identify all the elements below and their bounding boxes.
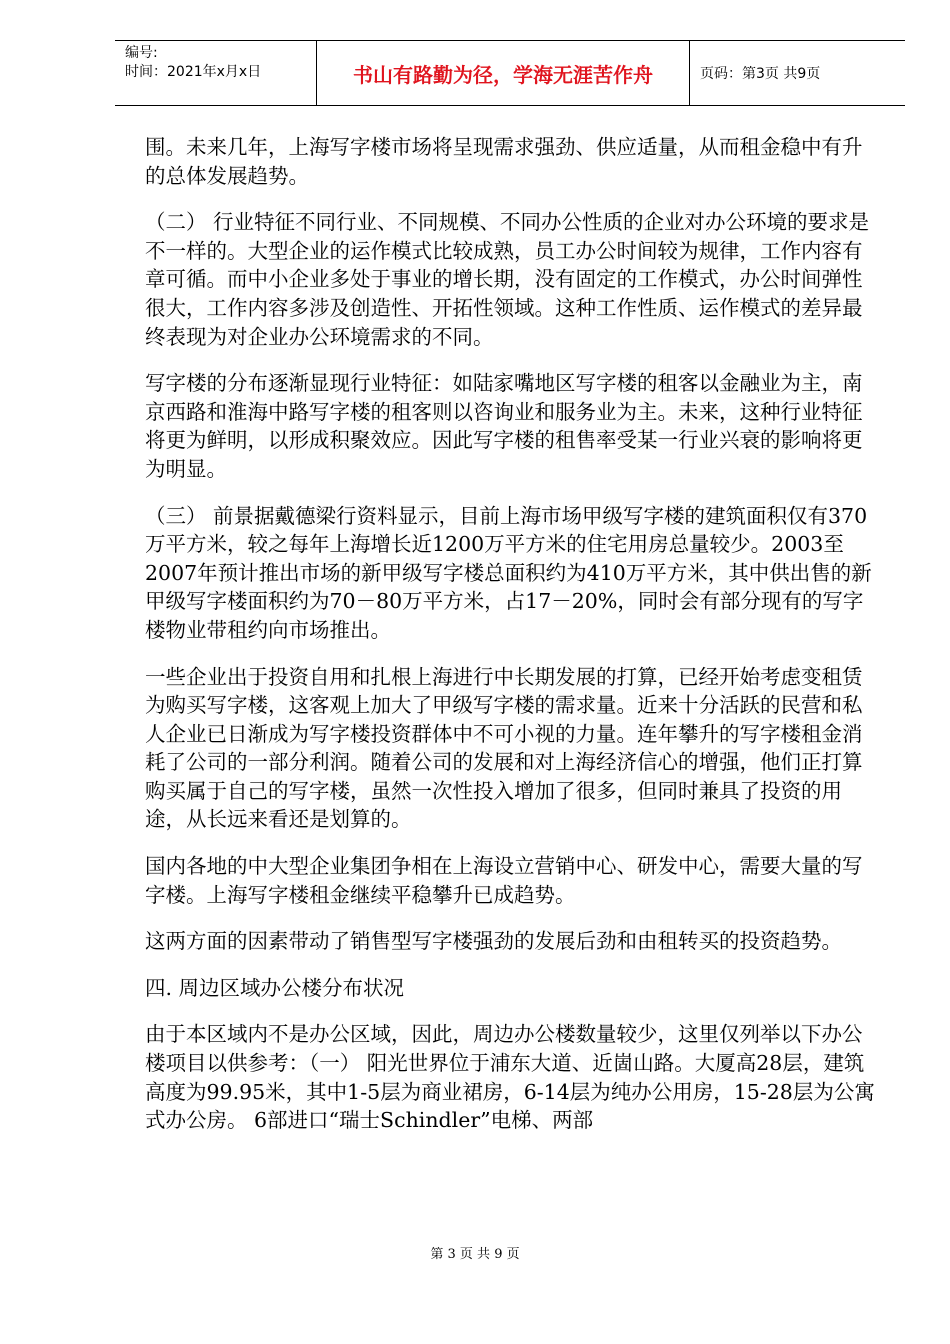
paragraph-3: 写字楼的分布逐渐显现行业特征：如陆家嘴地区写字楼的租客以金融业为主，南京西路和淮海中路写字楼的租客则以咨询业和服务业为主。未来，这种行业特征将更为鲜明，以形成积聚效应。因此写字楼的租售率受某一行业兴衰的影响将更为明显。: [145, 371, 863, 481]
header-page-label: 页码：第3页 共9页: [700, 66, 821, 82]
document-body: [145, 133, 875, 1153]
page-header: [115, 40, 905, 106]
header-meta: [115, 41, 317, 105]
document-time-label: 时间：2021年x月x日: [125, 64, 262, 80]
section-heading: 四. 周边区域办公楼分布状况: [145, 975, 405, 1000]
paragraph-2: （二） 行业特征不同行业、不同规模、不同办公性质的企业对办公环境的要求是不一样的。大型企业的运作模式比较成熟，员工办公时间较为规律，工作内容有章可循。而中小企业多处于事业的增长期，没有固定的工作模式，办公时间弹性很大，工作内容多涉及创造性、开拓性领域。这种工作性质、运作模式的差异最终表现为对企业办公环境需求的不同。: [145, 210, 870, 349]
paragraph-4: （三） 前景据戴德梁行资料显示，目前上海市场甲级写字楼的建筑面积仅有370万平方米，较之每年上海增长近1200万平方米的住宅用房总量较少。2003至2007年预计推出市场的新甲级写字楼总面积约为410万平方米，其中供出售的新甲级写字楼面积约为70－80万平方米，占17－20%，同时会有部分现有的写字楼物业带租约向市场推出。: [145, 503, 872, 642]
header-motto: 书山有路勤为径，学海无涯苦作舟: [317, 41, 690, 105]
paragraph-8: 由于本区域内不是办公区域，因此，周边办公楼数量较少，这里仅列举以下办公楼项目以供参考：（一） 阳光世界位于浦东大道、近崮山路。大厦高28层，建筑高度为99.95米，其中1-5层为商业裙房，6-14层为纯办公用房，15-28层为公寓式办公房。 6部进口“瑞士Schindler”电梯、两部: [145, 1022, 875, 1133]
paragraph-5: 一些企业出于投资自用和扎根上海进行中长期发展的打算，已经开始考虑变租赁为购买写字楼，这客观上加大了甲级写字楼的需求量。近来十分活跃的民营和私人企业已日渐成为写字楼投资群体中不可小视的力量。连年攀升的写字楼租金消耗了公司的一部分利润。随着公司的发展和对上海经济信心的增强，他们正打算购买属于自己的写字楼，虽然一次性投入增加了很多，但同时兼具了投资的用途，从长远来看还是划算的。: [145, 664, 863, 832]
page-footer: 第 3 页 共 9 页: [430, 1247, 520, 1262]
paragraph-1: 围。未来几年，上海写字楼市场将呈现需求强劲、供应适量，从而租金稳中有升的总体发展趋势。: [145, 135, 863, 188]
document-number-label: 编号:: [125, 45, 158, 61]
paragraph-6: 国内各地的中大型企业集团争相在上海设立营销中心、研发中心，需要大量的写字楼。上海写字楼租金继续平稳攀升已成趋势。: [145, 854, 863, 907]
paragraph-7: 这两方面的因素带动了销售型写字楼强劲的发展后劲和由租转买的投资趋势。: [145, 929, 842, 954]
